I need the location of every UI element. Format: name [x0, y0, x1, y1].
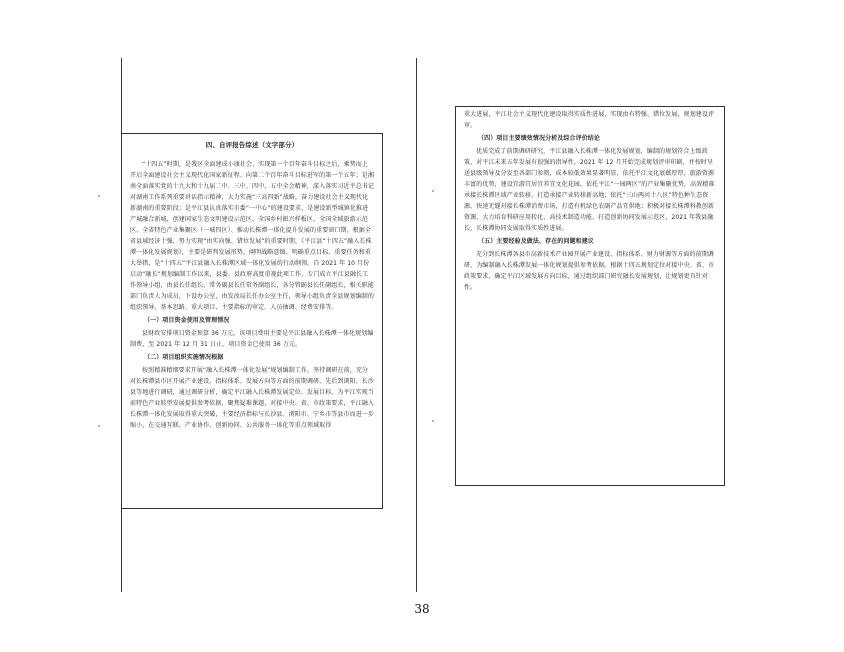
binding-hole-mark: [98, 425, 100, 427]
center-binding-line: [416, 58, 417, 592]
continued-paragraph: 重大进展，平江社会主义现代化建设取得实质性进展，实现由有特强、错位发展，规划建设评审。: [464, 111, 715, 129]
subsection-4-title: （四）项目主要绩效情况分析及综合评价结论: [478, 135, 601, 142]
subsection-2-body: 按照精准精细要求开展“融入长株潭一体化发展”规划编制工作，坚持调研在前，充分对长株潭县市区开展产业建设、指标体系、发展方向等方面的前期调研，先后到浏阳、长沙县等地进行调研，通过调研分析，确定平江融入长株潭发展定位、发展目标，为平江实现当前特色产业转型发展提供参考依据，聚焦疑难课题，对接中央、省、市政策要求，平江融入长株潭一体化发展取得重大突破，主要经济指标与长沙县、浏阳市、宁乡市等县市而进一步缩小，在交通互联、产业协作、创新协同、公共服务一体化等重点领域取得: [130, 367, 375, 429]
intro-paragraph: “十四五”时期，是我区全面建成小康社会、实现第一个百年奋斗目标之后，乘势而上开启全面建设社会主义现代化国家新征程、向第二个百年奋斗目标进军的第一个五年；是湘南全面落实党的十九大和十九届二中、三中、四中、五中全会精神，深入落实习近平总书记对湖南工作系列重要讲话指示精神，大力实施“三高四新”战略，奋力建设社会主义现代化新湖南的重要阶段；是平江县认真落实市委“一中心”的建设要求，是建设新型城镇化推进产城融合新城，创建国家生态文明建设示范区、全国乡村振兴样板区、全国全域旅游示范区、全省特色产业集聚区（一城四区）、推动长株潭一体化提升发展的重要窗口期。根据全省县域经济十强，努力实现“由实向强、错位发展”的重要时期，《平江县“十四五”融入长株潭一体化发展规划》，主要是研判发展形势、阐明战略意图、明确重点目标、重要任务和重大举措，是“十四五”平江县融入长株潭区域一体化发展的行动纲领。自 2021 年 10 月份启动“融长”规划编制工作以来，县委、县政府高度重视此项工作，专门成立平江县融长工作领导小组，由县长任组长，常务副县长任常务副组长，各分管副县长任副组长，相关职能部门负责人为成员，下设办公室，由发改局长任办公室主任，领导小组负责全县规划编制的组织领导、基本思路、重大项目、主要指标的审定、人员抽调、经费安排等。: [130, 161, 375, 311]
subsection-1-title: （一）项目资金使用及管理情况: [144, 317, 230, 324]
binding-hole-mark: [432, 420, 434, 422]
subsection-4-body: 优质完成了前期调研研究，平江县融入长株潭一体化发展规划，编制的规划符合上级政策，对平江未来五年发展有很强的指导性。2021 年 12 月开始完成规划评审印刷，并按时呈送县级领导及分发至各部门参阅，成本较低效果显著明显，依托平江文化底蕴厚厚，旅游资源丰富的优势，建设宜游宜居宜养宜文化花园，依托平江“一园两区”的产业集聚优势，高效精准承接长株潭区域产业转移，打造承接产业转移新高地；依托“三山两河十八区”特色种生态资源，快速无缝对接长株潭消费市场，打造有机绿色农副产品宜供地；积极对接长株潭科教创新资源，大力培育科研应用转化，高技术制造功能，打造创新协同发展示范区，2021 年我县融长、长株潭协同发展取得实质性进展。: [464, 148, 715, 232]
subsection-5-body: 充分到长株潭各县市高新技术产业园开展产业建设、指标体系、财力财源等方面的前期调研，为编制融入长株潭发展一体化规划提供参考依据。根据十四五规划定位对接中央、省、市政策要求，确定平江区域发展方向目标，通过组织部门研究融长发展规划，让规划更具针对性。: [464, 251, 715, 291]
binding-hole-mark: [98, 195, 100, 197]
page-number: 38: [414, 602, 430, 616]
right-text-panel: [455, 106, 725, 486]
subsection-2-title: （二）项目组织实施情况根据: [144, 354, 224, 361]
subsection-1-body: 县财政安排项目资金预算 36 万元，该项目费用主要是平江县融入长株潭一体化规划编制费，至 2021 年 12 月 31 日止，项目资金已使用 36 万元。: [130, 330, 374, 348]
section-heading: 四、自评报告综述（文字部分）: [205, 141, 299, 149]
binding-hole-mark: [432, 190, 434, 192]
left-text-panel: [121, 133, 383, 509]
subsection-5-title: （五）主要经验及做法、存在的问题和建议: [478, 238, 594, 245]
